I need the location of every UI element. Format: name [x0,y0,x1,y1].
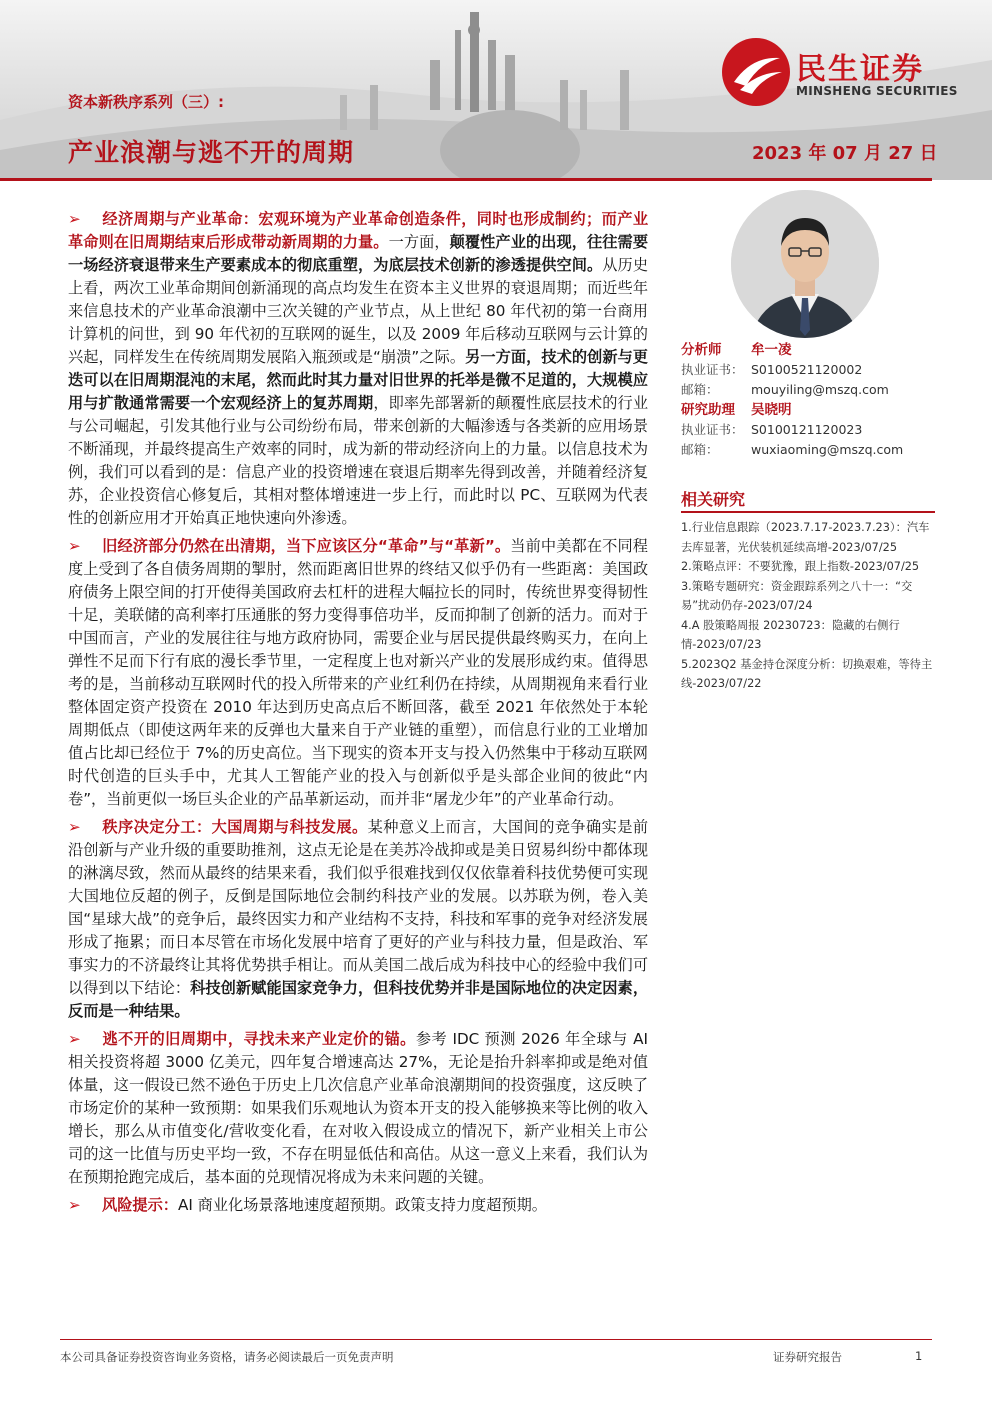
related-item[interactable]: 1.行业信息跟踪（2023.7.17-2023.7.23）：汽车去库显著，光伏装机延续高增-2023/07/25 [681,521,930,554]
header-divider [0,178,932,181]
summary-paragraph-4 [68,1028,648,1189]
related-item[interactable]: 2.策略点评：不要犹豫，跟上指数-2023/07/25 [681,560,920,573]
footer-divider [60,1339,932,1340]
analyst-name: 牟一凌 [751,342,792,358]
summary-paragraph-5 [68,1194,648,1217]
cert-label: 执业证书： [681,362,744,377]
cert-label: 执业证书： [681,422,744,437]
summary-paragraph-1 [68,208,648,530]
summary-paragraph-3 [68,816,648,1023]
logo-mark-icon [722,38,790,106]
analyst-name: 吴晓明 [751,402,792,418]
analyst-1-cert-row [681,360,935,380]
paragraph-text: 从历史上看，两次工业革命期间创新涌现的高点均发生在资本主义世界的衰退周期；而近些年来信息技术的产业革命浪潮中三次关键的产业节点，从上世纪 80 年代初的第一台商用计算机的问世，到 90 年代初的互联网的诞生，以及 2009 年后移动互联网与云计算的兴起，同样发生在传统周期发展陷入瓶颈或是“崩溃”之际。 [68,256,649,366]
bullet-arrow-icon: ➢ [68,1196,81,1214]
analyst-1-mail-row [681,380,935,400]
mail-label: 邮箱： [681,442,719,457]
analyst-role: 研究助理 [681,402,735,418]
report-date: 2023 年 07 月 27 日 [752,143,938,164]
bullet-arrow-icon: ➢ [68,537,81,555]
related-research-heading: 相关研究 [681,490,746,509]
analyst-info [681,340,935,460]
paragraph-heading: 风险提示： [102,1196,178,1214]
paragraph-bold: 颠覆性产业的出现，往往需要一场经济衰退带来生产要素成本的彻底重塑，为底层技术创新的渗透提供空间。 [68,233,649,274]
paragraph-heading: 逃不开的旧周期中，寻找未来产业定价的锚。 [102,1030,416,1048]
mail-label: 邮箱： [681,382,719,397]
related-item[interactable]: 3.策略专题研究：资金跟踪系列之八十一：“交易”扰动仍存-2023/07/24 [681,579,913,612]
report-summary [68,208,648,1222]
paragraph-text: 一方面， [388,233,450,251]
analyst-2-mail-row [681,440,935,460]
paragraph-text: 某种意义上而言，大国间的竞争确实是前沿创新与产业升级的重要助推剂，这点无论是在美苏冷战抑或是美日贸易纠纷中都体现的淋漓尽致，然而从最终的结果来看，我们似乎很难找到仅仅依靠着科技优势便可实现大国地位反超的例子，反倒是国际地位会制约科技产业的发展。以苏联为例，卷入美国“星球大战”的竞争后，最终因实力和产业结构不支持，科技和军事的竞争对经济发展形成了拖累；而日本尽管在市场化发展中培育了更好的产业与科技力量，但是政治、军事实力的不济最终让其将优势拱手相让。而从美国二战后成为科技中心的经验中我们可以得到以下结论： [68,818,649,997]
mail-address[interactable]: mouyiling@mszq.com [751,382,889,397]
footer-doc-type: 证券研究报告 [773,1350,842,1364]
related-research-list [681,518,935,694]
logo-text-en: MINSHENG SECURITIES [796,84,958,98]
paragraph-heading: 旧经济部分仍然在出清期，当下应该区分“革命”与“革新”。 [102,537,511,555]
page-number: 1 [915,1349,923,1363]
bullet-arrow-icon: ➢ [68,1030,81,1048]
paragraph-text: 参考 IDC 预测 2026 年全球与 AI 相关投资将超 3000 亿美元，四年复合增速高达 27%，无论是抬升斜率抑或是绝对值体量，这一假设已然不逊色于历史上几次信息产业革命浪潮期间的投资强度，这反映了市场定价的某种一致预期：如果我们乐观地认为资本开支的投入能够换来等比例的收入增长，那么从市值变化/营收变化看，在对收入假设成立的情况下，新产业相关上市公司的这一比值与历史平均一致，不存在明显低估和高估。从这一意义上来看，我们认为在预期抢跑完成后，基本面的兑现情况将成为未来问题的关键。 [68,1030,649,1186]
bullet-arrow-icon: ➢ [68,210,81,228]
related-item[interactable]: 5.2023Q2 基金持仓深度分析：切换艰难，等待主线-2023/07/22 [681,657,933,690]
report-series: 资本新秩序系列（三）: [68,93,224,111]
logo-text-cn: 民生证券 [796,52,924,87]
paragraph-heading: 秩序决定分工：大国周期与科技发展。 [102,818,368,836]
mail-address[interactable]: wuxiaoming@mszq.com [751,442,904,457]
analyst-role: 分析师 [681,342,722,358]
related-research-divider [681,511,935,513]
paragraph-bold: 另一方面，技术的创新与更迭可以在旧周期混沌的末尾，然而此时其力量对旧世界的托举是微不足道的，大规模应用与扩散通常需要一个宏观经济上的复苏周期 [68,348,648,412]
minsheng-logo [722,38,972,108]
summary-paragraph-2 [68,535,648,811]
analyst-photo [731,190,879,338]
paragraph-heading: 经济周期与产业革命：宏观环境为产业革命创造条件，同时也形成制约；而产业革命则在旧周期结束后形成带动新周期的力量。 [68,210,648,251]
report-title: 产业浪潮与逃不开的周期 [68,138,355,167]
cert-number: S0100521120002 [751,362,863,377]
analyst-1-role-row [681,340,935,360]
bullet-arrow-icon: ➢ [68,818,81,836]
paragraph-bold: 科技创新赋能国家竞争力，但科技优势并非是国际地位的决定因素，反而是一种结果。 [68,979,649,1020]
paragraph-text: 当前中美都在不同程度上受到了各自债务周期的掣肘，然而距离旧世界的终结又似乎仍有一些距离：美国政府债务上限空间的打开使得美国政府去杠杆的进程大幅拉长的同时，传统世界变得韧性十足，美联储的高利率打压通胀的努力变得事倍功半，反而抑制了创新的活力。而对于中国而言，产业的发展往往与地方政府协同，需要企业与居民提供最终购买力，在向上弹性不足而下行有底的漫长季节里，一定程度上也对新兴产业的发展形成约束。值得思考的是，当前移动互联网时代的投入所带来的产业红利仍在持续，从周期视角来看行业整体固定资产投资在 2010 年达到历史高点后不断回落，截至 2021 年依然处于本轮周期低点（即使这两年来的反弹也大量来自于产业链的重塑），而信息行业的工业增加值占比却已经位于 7%的历史高位。当下现实的资本开支与投入仍然集中于移动互联网时代创造的巨头手中，尤其人工智能产业的投入与创新似乎是头部企业间的彼此“内卷”，当前更似一场巨头企业的产品革新运动，而并非“屠龙少年”的产业革命行动。 [68,537,648,808]
analyst-2-role-row [681,400,935,420]
cert-number: S0100121120023 [751,422,863,437]
analyst-2-cert-row [681,420,935,440]
footer-disclaimer: 本公司具备证券投资咨询业务资格，请务必阅读最后一页免责声明 [60,1350,394,1364]
related-item[interactable]: 4.A 股策略周报 20230723：隐藏的右侧行情-2023/07/23 [681,618,900,651]
header-banner [0,0,992,180]
paragraph-text: ，即率先部署新的颠覆性底层技术的行业与公司崛起，引发其他行业与公司纷纷布局，带来创新的大幅渗透与各类新的应用场景不断涌现，并最终提高生产效率的同时，成为新的带动经济向上的力量。以信息技术为例，我们可以看到的是：信息产业的投资增速在衰退后期率先得到改善，并随着经济复苏，企业投资信心修复后，其相对整体增速进一步上行，而此时以 PC、互联网为代表性的创新应用才开始真正地快速向外渗透。 [68,394,649,527]
paragraph-text: AI 商业化场景落地速度超预期。政策支持力度超预期。 [177,1196,547,1214]
